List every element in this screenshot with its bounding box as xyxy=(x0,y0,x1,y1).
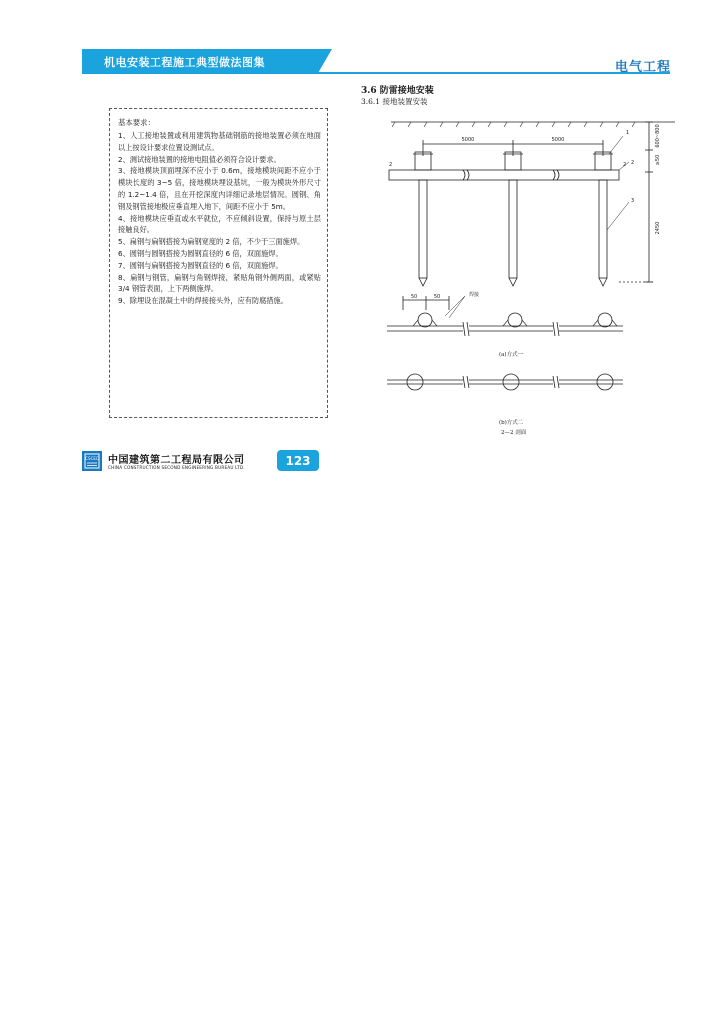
company-name-cn: 中国建筑第二工程局有限公司 xyxy=(108,455,245,466)
ground-hatching xyxy=(392,122,635,127)
requirement-item: 2、测试接地装置的接地电阻值必须符合设计要求。 xyxy=(118,154,281,164)
dim-50-b: 50 xyxy=(433,294,441,300)
subsection-heading: 3.6.1 接地装置安装 xyxy=(361,97,428,106)
callout-1: 1 xyxy=(626,130,630,136)
dim-spacing-1: 5000 xyxy=(461,137,475,143)
flat-steel-bar xyxy=(389,170,619,180)
grounding-drawing xyxy=(383,110,681,442)
requirement-item: 6、圆钢与圆钢搭接为圆钢直径的 6 倍，双面施焊。 xyxy=(118,248,283,258)
grounding-drawing-svg xyxy=(383,110,681,442)
section-b-detail xyxy=(387,374,623,390)
requirement-item: 8、扁钢与钢管，扁钢与角钢焊接，紧贴角钢外侧两面，或紧贴 3/4 钢管表面，上下两侧施焊。 xyxy=(118,272,321,294)
ground-rod-middle xyxy=(503,152,523,286)
caption-b: (b)方式二 xyxy=(499,420,524,426)
section-heading: 3.6 防雷接地安装 xyxy=(361,86,434,96)
requirement-item: 7、圆钢与扁钢搭接为圆钢直径的 6 倍，双面施焊。 xyxy=(118,260,283,270)
company-logo xyxy=(82,451,102,471)
requirements-title: 基本要求： xyxy=(118,118,155,127)
ground-rod-right xyxy=(593,152,613,286)
requirement-item: 1、人工接地装置或利用建筑物基础钢筋的接地装置必须在地面以上按设计要求位置设测试点。 xyxy=(118,131,321,152)
section-a-detail xyxy=(387,296,623,336)
section-mark-left: 2 xyxy=(389,162,393,168)
ground-rod-left xyxy=(413,152,433,286)
dim-length: 2450 xyxy=(655,221,661,235)
caption-a: (a)方式一 xyxy=(499,352,524,358)
header-rule xyxy=(82,72,670,74)
company-name-en: CHINA CONSTRUCTION SECOND ENGINEERING BUREAU LTD. xyxy=(108,465,245,470)
dim-50-a: 50 xyxy=(410,294,418,300)
requirement-item: 5、扁钢与扁钢搭接为扁钢宽度的 2 倍，不少于三面施焊。 xyxy=(118,237,305,247)
requirements-box xyxy=(109,108,328,418)
caption-section: 2—2 剖面 xyxy=(501,430,527,436)
requirements-list xyxy=(118,130,321,307)
dim-top: 600~800 xyxy=(655,124,661,148)
page-number: 123 xyxy=(277,450,319,471)
callout-2: 2 xyxy=(631,160,635,166)
dim-side: ≥50 xyxy=(655,154,661,166)
section-mark-right: 2 xyxy=(623,162,627,168)
requirement-item: 3、接地模块顶面埋深不应小于 0.6m，接地模块间距不应小于模块长度的 3~5 倍，接地模块埋设基坑，一般为模块外形尺寸的 1.2~1.4 倍，且在开挖深度内详细记录地层情况。圆钢、角钢及钢管接地极应垂直埋入地下，间距不应小于 5m。 xyxy=(118,166,321,211)
logo-text: CSCEC xyxy=(85,456,99,461)
logo-icon xyxy=(84,453,100,469)
dim-spacing-2: 5000 xyxy=(551,137,565,143)
book-title: 机电安装工程施工典型做法图集 xyxy=(104,56,265,69)
callout-3: 3 xyxy=(631,198,635,204)
weld-label: 焊接 xyxy=(469,292,480,298)
requirement-item: 9、除埋设在混凝土中的焊接接头外，应有防腐措施。 xyxy=(118,296,288,306)
requirement-item: 4、接地模块应垂直或水平就位，不应倾斜设置，保持与原土层接触良好。 xyxy=(118,213,321,235)
section-label: 电气工程 xyxy=(614,60,671,75)
